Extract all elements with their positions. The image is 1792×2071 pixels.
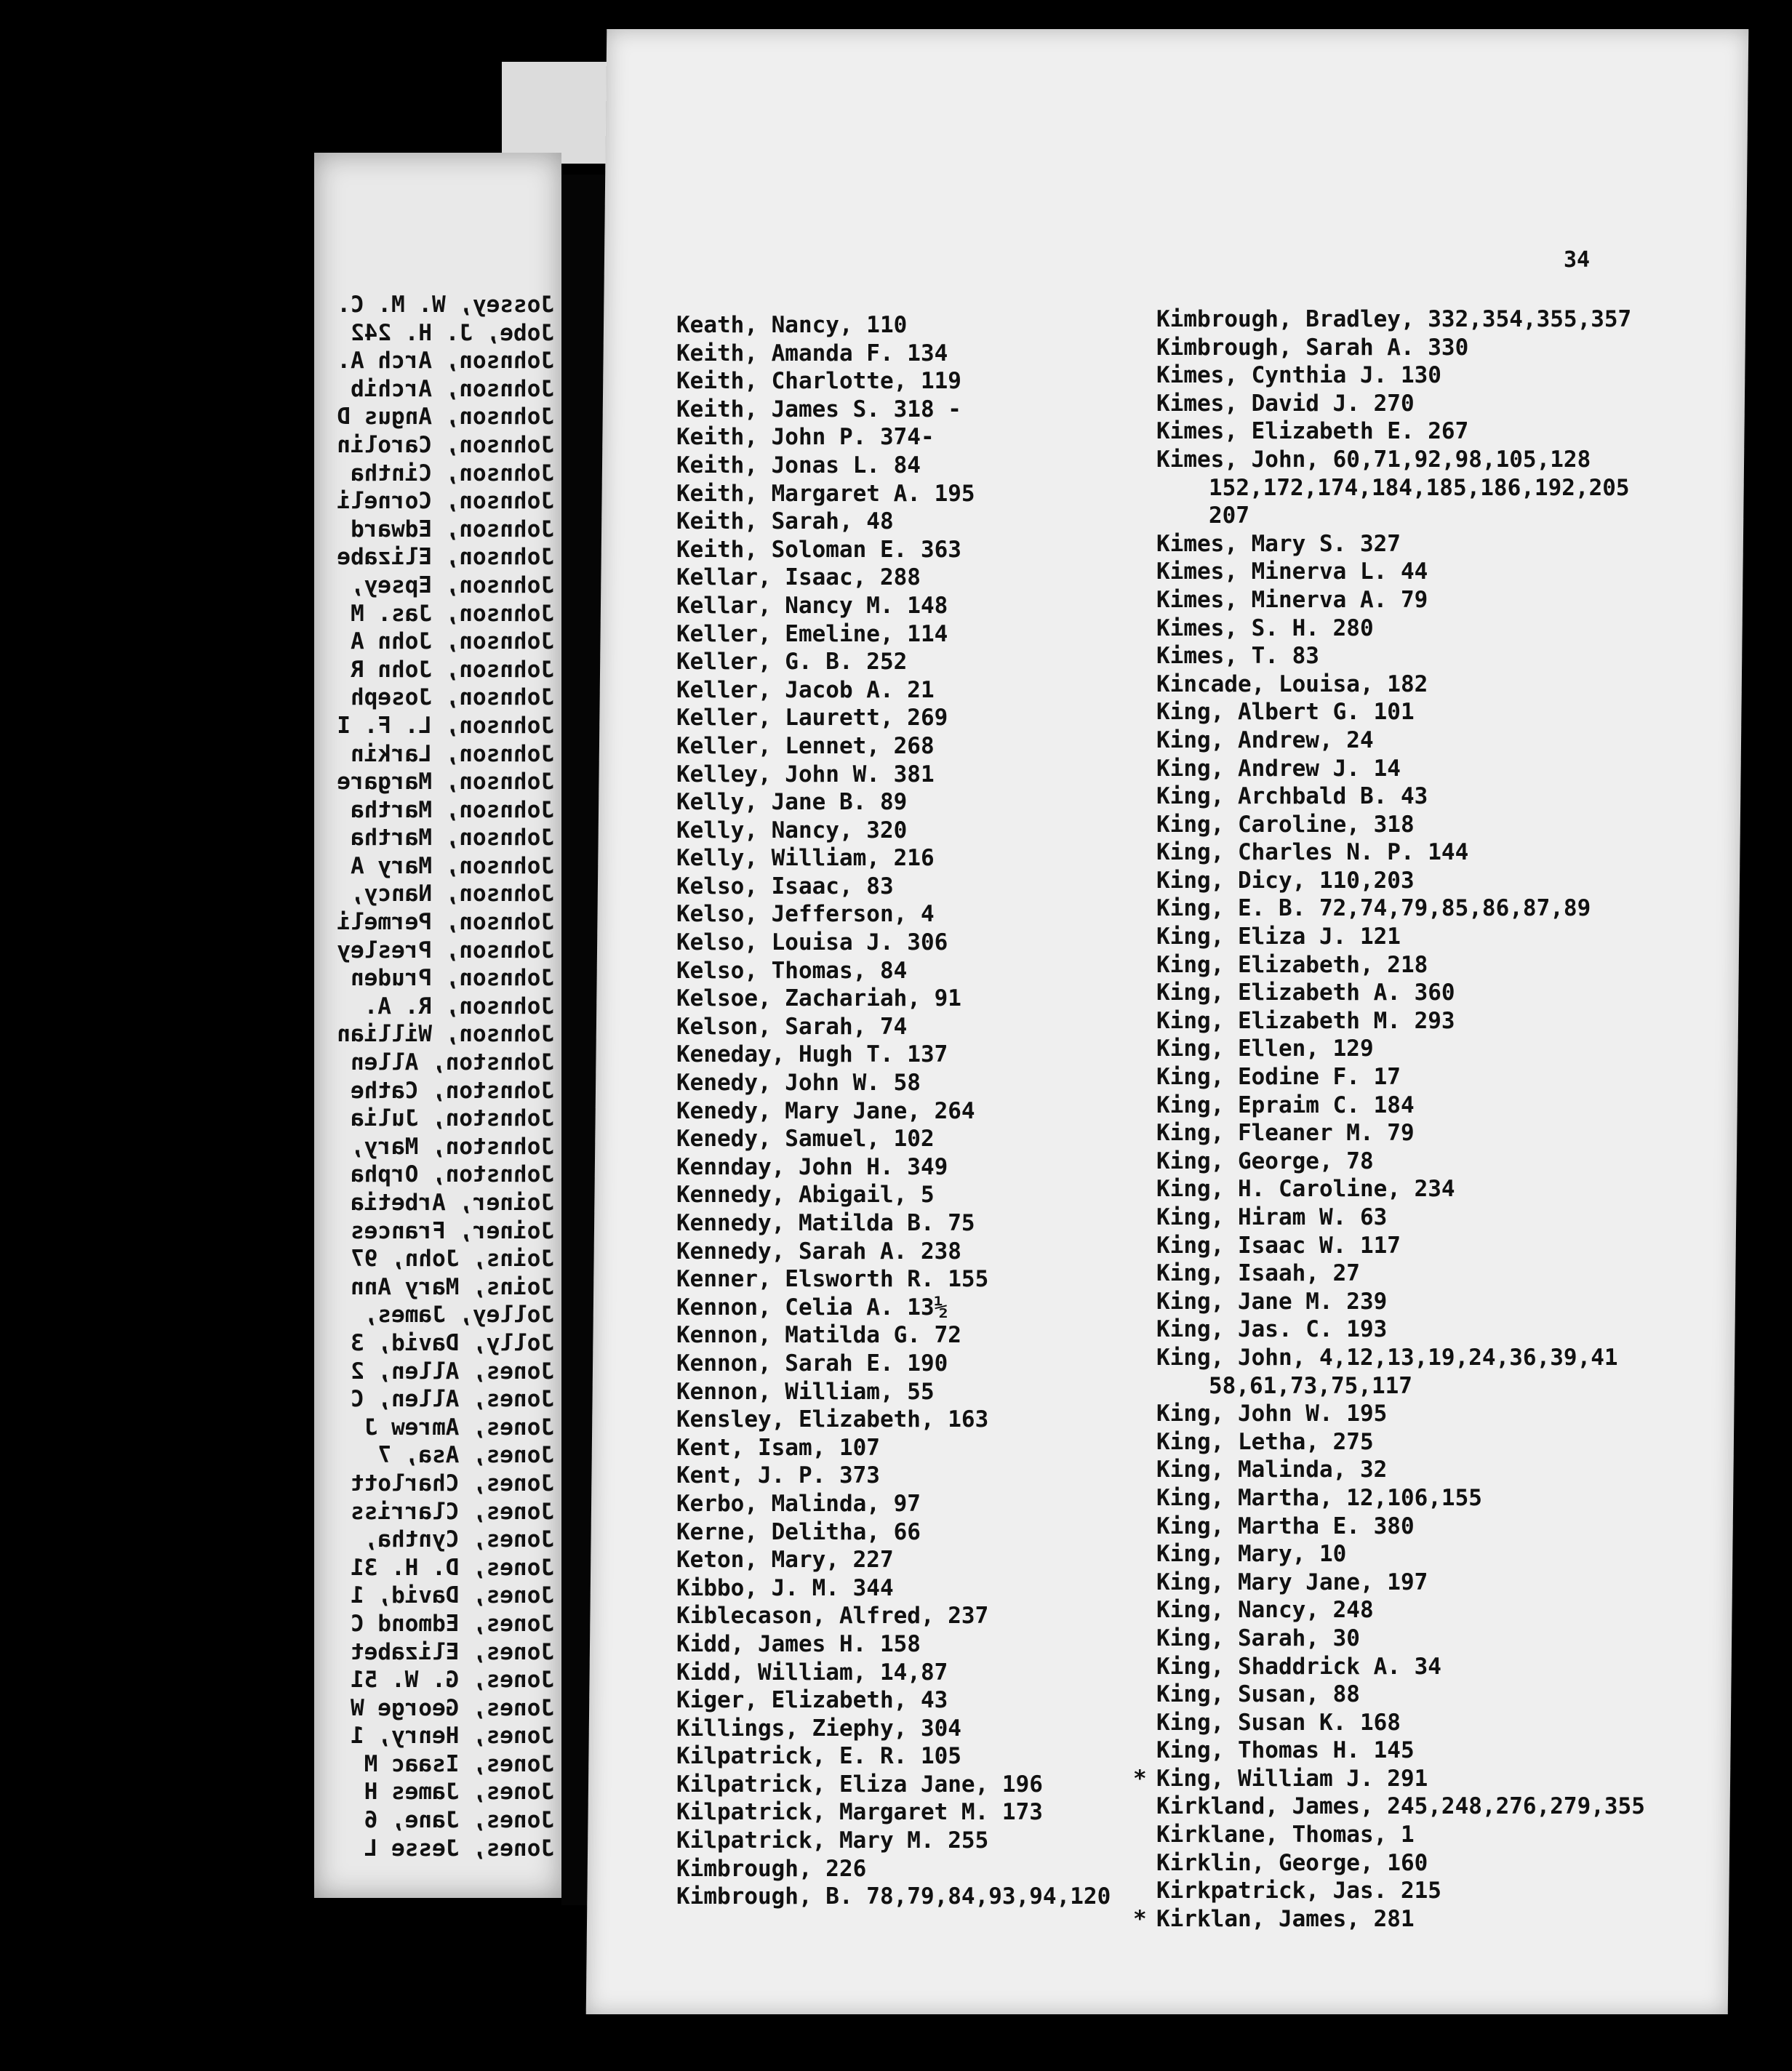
- index-entry-text: King, Elizabeth A. 360: [1156, 980, 1455, 1006]
- index-entry-text: King, Jane M. 239: [1156, 1288, 1388, 1315]
- index-entry: Kelly, Jane B. 89: [676, 789, 908, 816]
- index-entry: [1156, 979, 1645, 1007]
- index-entry: Kennedy, Abigail, 5: [676, 1182, 935, 1209]
- spine-entry: Joins, John, 97: [351, 1246, 554, 1273]
- index-entry: Kibbo, J. M. 344: [676, 1574, 894, 1601]
- spine-entry: Jones, David, 1: [351, 1582, 554, 1609]
- index-entry-text: Kimes, S. H. 280: [1156, 614, 1374, 641]
- index-entry: [1156, 1175, 1645, 1203]
- spine-entry: Jones, D. H. 31: [351, 1554, 554, 1581]
- index-entry: Kelso, Jefferson, 4: [676, 901, 935, 928]
- spine-entry: Jones, Clarriss: [351, 1498, 554, 1525]
- index-entry: [1156, 1232, 1645, 1260]
- index-entry-text: Kimes, David J. 270: [1156, 390, 1415, 417]
- index-entry: [1156, 1119, 1645, 1147]
- index-entry: Kidd, William, 14,87: [676, 1659, 948, 1686]
- spine-entry: Jones, Henry, 1: [351, 1723, 554, 1750]
- index-entry-text: Kimes, Minerva A. 79: [1156, 586, 1428, 613]
- index-entry: Kent, J. P. 373: [676, 1462, 880, 1489]
- index-entry-text: Kimes, Cynthia J. 130: [1156, 362, 1441, 389]
- index-entry: Kidd, James H. 158: [676, 1630, 921, 1657]
- index-entry: Kennday, John H. 349: [676, 1153, 948, 1180]
- spine-entry: Jolley, James,: [364, 1302, 554, 1329]
- index-entry: Keith, Sarah, 48: [676, 508, 894, 535]
- index-entry-text: King, Epraim C. 184: [1156, 1091, 1415, 1118]
- index-entry: Kennedy, Sarah A. 238: [676, 1238, 961, 1265]
- spine-entry: Johnson, Elizabe: [337, 544, 554, 571]
- index-entry-text: King, Martha E. 380: [1156, 1513, 1415, 1539]
- spine-entry: Jones, Allen, 2: [351, 1358, 554, 1385]
- spine-entry: Johnson, R. A.: [364, 993, 554, 1020]
- index-entry: [1156, 951, 1645, 980]
- index-entry: [1156, 1484, 1645, 1513]
- index-entry-text: Kimes, T. 83: [1156, 643, 1319, 670]
- spine-entry: Johnson, Angus D: [337, 404, 554, 430]
- left-column: [676, 311, 1111, 1911]
- index-entry: Kerbo, Malinda, 97: [676, 1490, 921, 1517]
- index-entry: [1156, 361, 1645, 390]
- index-entry-text: 58,61,73,75,117: [1209, 1372, 1412, 1399]
- index-entry: [1156, 586, 1645, 614]
- spine-entry: Jobe, J. H. 242: [351, 319, 554, 346]
- index-entry-text: King, Isaah, 27: [1156, 1260, 1360, 1287]
- right-column: [1133, 305, 1645, 1933]
- index-entry: Keton, Mary, 227: [676, 1547, 894, 1574]
- index-entry: Keller, Laurett, 269: [676, 705, 948, 732]
- index-entry-text: King, Ellen, 129: [1156, 1036, 1374, 1062]
- index-entry-text: King, Letha, 275: [1156, 1428, 1374, 1455]
- index-entry: [1156, 1653, 1645, 1681]
- spine-entry: Johnson, Carolin: [337, 431, 554, 458]
- index-entry-text: King, John, 4,12,13,19,24,36,39,41: [1156, 1344, 1618, 1371]
- index-entry: [1156, 755, 1645, 783]
- spine-entry: Johnston, Mary,: [351, 1133, 554, 1160]
- index-entry-text: King, Charles N. P. 144: [1156, 839, 1469, 866]
- index-entry: Kelsoe, Zachariah, 91: [676, 985, 961, 1012]
- index-entry: [1156, 417, 1645, 446]
- spine-entry: Johnson, Martha: [351, 796, 554, 823]
- index-entry: [1156, 1315, 1645, 1344]
- spine-entry: Johnston, Julia: [351, 1105, 554, 1132]
- index-entry: [1156, 1709, 1645, 1737]
- index-entry-text: King, Thomas H. 145: [1156, 1737, 1415, 1764]
- index-entry: Kilpatrick, Mary M. 255: [676, 1827, 989, 1854]
- index-entry: [1156, 1792, 1645, 1821]
- spine-entry: Johnson, Jas. M: [351, 600, 554, 627]
- index-entry: [1156, 1877, 1645, 1905]
- index-entry-text: Kimes, Minerva L. 44: [1156, 558, 1428, 585]
- index-entry-text: King, H. Caroline, 234: [1156, 1176, 1455, 1203]
- index-entry-text: King, Eodine F. 17: [1156, 1064, 1401, 1091]
- spine-entry: Joiner, Arbetia: [351, 1190, 554, 1216]
- index-entry: [1156, 1736, 1645, 1765]
- index-entry: [1156, 698, 1645, 726]
- index-entry: [1156, 1849, 1645, 1878]
- index-entry-text: Kirklan, James, 281: [1156, 1905, 1415, 1932]
- index-entry: Kennon, William, 55: [676, 1378, 935, 1405]
- index-entry-text: King, George, 78: [1156, 1147, 1374, 1174]
- mirrored-facing-entries: [314, 291, 554, 1862]
- index-entry-text: King, Archbald B. 43: [1156, 783, 1428, 810]
- index-entry: Keith, Margaret A. 195: [676, 480, 975, 507]
- spine-entry: Jones, Cyntha,: [364, 1526, 554, 1553]
- index-entry: Kennon, Matilda G. 72: [676, 1322, 961, 1349]
- spine-entry: Joiner, Frances: [351, 1217, 554, 1244]
- spine-entry: Johnson, Archib: [351, 375, 554, 402]
- index-entry-text: King, Susan K. 168: [1156, 1709, 1401, 1736]
- index-entry: [1156, 1596, 1645, 1625]
- spine-entry: Jones, George W: [351, 1694, 554, 1721]
- index-entry: [1156, 446, 1645, 474]
- spine-entry: Johnson, Martha: [351, 825, 554, 852]
- index-entry: [1156, 670, 1645, 699]
- index-entry-text: King, Sarah, 30: [1156, 1625, 1360, 1651]
- index-entry-text: Kimbrough, Sarah A. 330: [1156, 334, 1469, 361]
- index-entry-text: Kimes, Mary S. 327: [1156, 530, 1401, 557]
- index-entry: [1156, 1821, 1645, 1849]
- spine-entry: Johnson, Edward: [351, 516, 554, 542]
- index-entry-text: King, Martha, 12,106,155: [1156, 1484, 1482, 1511]
- index-entry: [1156, 1428, 1645, 1457]
- index-entry-text: King, Nancy, 248: [1156, 1597, 1374, 1624]
- index-entry: [1156, 838, 1645, 867]
- index-entry: Keneday, Hugh T. 137: [676, 1041, 948, 1068]
- spine-entry: Johnson, Nancy,: [351, 881, 554, 908]
- facing-page-spine: [314, 153, 561, 1898]
- index-entry-text: King, Jas. C. 193: [1156, 1316, 1388, 1343]
- spine-entry: Jones, Asa, 7: [377, 1442, 554, 1469]
- index-entry-text: King, Caroline, 318: [1156, 811, 1415, 838]
- index-entry: [1156, 1513, 1645, 1541]
- asterisk-marker: *: [1133, 1765, 1147, 1792]
- spine-entry: Jones, Jane, 6: [364, 1807, 554, 1834]
- spine-entry: Johnson, Joseph: [351, 684, 554, 711]
- index-entry: Kennon, Sarah E. 190: [676, 1350, 948, 1377]
- spine-entry: Johnson, Arch A.: [337, 348, 554, 374]
- index-entry-text: King, John W. 195: [1156, 1401, 1388, 1427]
- spine-entry: Jones, Allen, C: [351, 1386, 554, 1413]
- index-entry-text: 152,172,174,184,185,186,192,205: [1209, 474, 1630, 501]
- index-entry: Kelson, Sarah, 74: [676, 1013, 908, 1040]
- index-entry: Killings, Ziephy, 304: [676, 1715, 961, 1742]
- index-entry: [1156, 390, 1645, 418]
- index-entry: Kennon, Celia A. 13½: [676, 1294, 948, 1321]
- index-entry: [1156, 1288, 1645, 1316]
- spine-entry: Johnson, Cintha: [351, 460, 554, 486]
- index-entry: Kimbrough, 226: [676, 1855, 867, 1882]
- index-entry-continuation: [1156, 502, 1645, 530]
- index-entry: Keller, Emeline, 114: [676, 620, 948, 647]
- index-entry: Kilpatrick, E. R. 105: [676, 1743, 961, 1770]
- index-entry: Kimbrough, B. 78,79,84,93,94,120: [676, 1883, 1111, 1910]
- index-entry: Kensley, Elizabeth, 163: [676, 1406, 989, 1433]
- index-entry: Kenedy, Mary Jane, 264: [676, 1097, 975, 1124]
- index-entry: Keith, Amanda F. 134: [676, 340, 948, 366]
- index-entry: Kellar, Isaac, 288: [676, 564, 921, 591]
- index-entry-text: King, Elizabeth M. 293: [1156, 1007, 1455, 1034]
- index-entry: [1156, 1344, 1645, 1372]
- index-entry-text: King, Elizabeth, 218: [1156, 951, 1428, 978]
- index-entry: Keith, John P. 374-: [676, 424, 935, 451]
- spine-entry: Johnson, Willian: [337, 1021, 554, 1048]
- index-entry: Keith, Jonas L. 84: [676, 452, 921, 478]
- index-entry: [1156, 867, 1645, 895]
- index-entry-text: Kimbrough, Bradley, 332,354,355,357: [1156, 306, 1632, 332]
- index-entry: Kerne, Delitha, 66: [676, 1518, 921, 1545]
- index-entry: [1156, 811, 1645, 839]
- spine-entry: Johnson, Epsey,: [351, 572, 554, 598]
- spine-entry: Johnson, Mary A: [351, 852, 554, 879]
- spine-entry: Johnston, Allen: [351, 1049, 554, 1076]
- index-entry: [1156, 1540, 1645, 1569]
- index-entry: Kenner, Elsworth R. 155: [676, 1266, 989, 1293]
- index-entry: [1156, 1400, 1645, 1428]
- spine-entry: Johnson, Pruden: [351, 965, 554, 992]
- index-entry: Kelso, Isaac, 83: [676, 873, 894, 900]
- index-entry-text: King, Hiram W. 63: [1156, 1204, 1388, 1230]
- index-entry: Keller, Lennet, 268: [676, 732, 935, 759]
- index-entry: [1156, 923, 1645, 951]
- index-entry-text: 207: [1209, 502, 1249, 529]
- index-entry: [1156, 782, 1645, 811]
- index-entry: [1133, 1905, 1645, 1934]
- index-entry: [1156, 642, 1645, 670]
- index-entry-text: King, Mary, 10: [1156, 1541, 1347, 1568]
- index-entry: [1156, 1259, 1645, 1288]
- spine-entry: Johnston, Cathe: [351, 1077, 554, 1104]
- index-entry: Kennedy, Matilda B. 75: [676, 1210, 975, 1236]
- index-entry: Kent, Isam, 107: [676, 1434, 880, 1461]
- index-entry: Kiblecason, Alfred, 237: [676, 1603, 989, 1630]
- index-entry: Kilpatrick, Eliza Jane, 196: [676, 1771, 1043, 1798]
- index-entry: Kelso, Thomas, 84: [676, 957, 908, 984]
- spine-entry: Johnson, John R: [351, 656, 554, 683]
- index-entry-text: King, Malinda, 32: [1156, 1457, 1388, 1483]
- index-entry: Keith, Charlotte, 119: [676, 368, 961, 395]
- index-entry-text: King, Fleaner M. 79: [1156, 1120, 1415, 1147]
- index-entry-text: King, Dicy, 110,203: [1156, 867, 1415, 894]
- spine-entry: Johnson, L. F. I: [337, 712, 554, 739]
- index-entry: [1156, 334, 1645, 362]
- index-entry-text: King, Mary Jane, 197: [1156, 1569, 1428, 1595]
- index-entry: [1156, 1147, 1645, 1176]
- spine-entry: Johnson, Presley: [337, 937, 554, 964]
- index-entry: [1156, 1063, 1645, 1091]
- page-number: 34: [1564, 247, 1591, 273]
- index-entry: [1156, 1007, 1645, 1036]
- index-entry-text: Kirkland, James, 245,248,276,279,355: [1156, 1793, 1645, 1820]
- index-entry-text: King, E. B. 72,74,79,85,86,87,89: [1156, 895, 1591, 922]
- index-entry-text: Kirklane, Thomas, 1: [1156, 1822, 1415, 1848]
- spine-entry: Johnson, Permeli: [337, 909, 554, 936]
- index-entry-text: King, Susan, 88: [1156, 1681, 1360, 1708]
- index-entry-text: Kincade, Louisa, 182: [1156, 670, 1428, 697]
- index-entry: [1156, 1091, 1645, 1120]
- index-entry: Keller, Jacob A. 21: [676, 676, 935, 703]
- index-entry: Kilpatrick, Margaret M. 173: [676, 1799, 1043, 1826]
- spine-entry: Jones, James H: [364, 1779, 554, 1806]
- spine-entry: Johnson, Margare: [337, 769, 554, 796]
- spine-entry: Jones, Edmond C: [351, 1610, 554, 1637]
- index-entry-text: King, Isaac W. 117: [1156, 1232, 1401, 1259]
- index-entry: Kenedy, John W. 58: [676, 1070, 921, 1097]
- spine-entry: Jolly, David, 3: [351, 1329, 554, 1356]
- index-entry-text: Kimes, John, 60,71,92,98,105,128: [1156, 446, 1591, 473]
- index-entry-continuation: [1156, 474, 1645, 502]
- index-entry-text: Kirkpatrick, Jas. 215: [1156, 1878, 1441, 1904]
- index-entry: [1156, 305, 1645, 334]
- spine-entry: Joins, Mary Ann: [351, 1273, 554, 1300]
- index-entry: [1156, 1035, 1645, 1063]
- spine-entry: Jones, Isaac M: [364, 1750, 554, 1777]
- index-entry-text: King, Eliza J. 121: [1156, 924, 1401, 950]
- index-entry-text: King, Albert G. 101: [1156, 699, 1415, 726]
- index-entry-text: King, Shaddrick A. 34: [1156, 1653, 1441, 1680]
- spine-entry: Jones, Charlott: [351, 1470, 554, 1497]
- index-entry-text: Kirklin, George, 160: [1156, 1849, 1428, 1876]
- index-entry: Keith, James S. 318 -: [676, 396, 961, 422]
- spine-entry: Jones, Amrew J: [364, 1414, 554, 1441]
- index-entry: [1156, 1681, 1645, 1709]
- index-entry: [1156, 1456, 1645, 1484]
- index-entry: [1156, 558, 1645, 586]
- index-entry: Kelly, Nancy, 320: [676, 817, 908, 844]
- index-entry: Kenedy, Samuel, 102: [676, 1126, 935, 1153]
- spine-entry: Jones, Jesse L: [364, 1835, 554, 1862]
- asterisk-marker: *: [1133, 1905, 1147, 1932]
- index-entry: [1156, 1569, 1645, 1597]
- index-entry-text: King, Andrew J. 14: [1156, 755, 1401, 782]
- index-entry: Kelley, John W. 381: [676, 761, 935, 788]
- spine-entry: Johnston, Orpha: [351, 1161, 554, 1188]
- spine-entry: Johnson, Corneli: [337, 488, 554, 515]
- index-entry: [1156, 1625, 1645, 1653]
- spine-entry: Jones, G. W. 51: [351, 1667, 554, 1694]
- index-entry: Kelly, William, 216: [676, 845, 935, 872]
- spine-entry: Johnson, John A: [351, 628, 554, 655]
- index-entry-continuation: [1156, 1372, 1645, 1401]
- index-entry-text: Kimes, Elizabeth E. 267: [1156, 418, 1469, 445]
- index-entry: [1156, 1203, 1645, 1232]
- index-entry: [1156, 894, 1645, 923]
- index-entry-text: King, Andrew, 24: [1156, 726, 1374, 753]
- index-entry: Keller, G. B. 252: [676, 649, 908, 676]
- index-entry: [1156, 530, 1645, 558]
- index-entry-text: King, William J. 291: [1156, 1765, 1428, 1792]
- spine-entry: Jossey, W. M. C.: [337, 292, 554, 318]
- index-entry: Kelso, Louisa J. 306: [676, 929, 948, 956]
- index-entry: [1133, 1765, 1645, 1793]
- index-entry: Kiger, Elizabeth, 43: [676, 1687, 948, 1714]
- index-entry: [1156, 726, 1645, 755]
- index-entry: Keath, Nancy, 110: [676, 312, 908, 338]
- spine-entry: Jones, Elizabet: [351, 1638, 554, 1665]
- index-entry: Kellar, Nancy M. 148: [676, 592, 948, 619]
- index-entry: [1156, 614, 1645, 643]
- index-entry: Keith, Soloman E. 363: [676, 536, 961, 563]
- spine-entry: Johnson, Larkin: [351, 740, 554, 767]
